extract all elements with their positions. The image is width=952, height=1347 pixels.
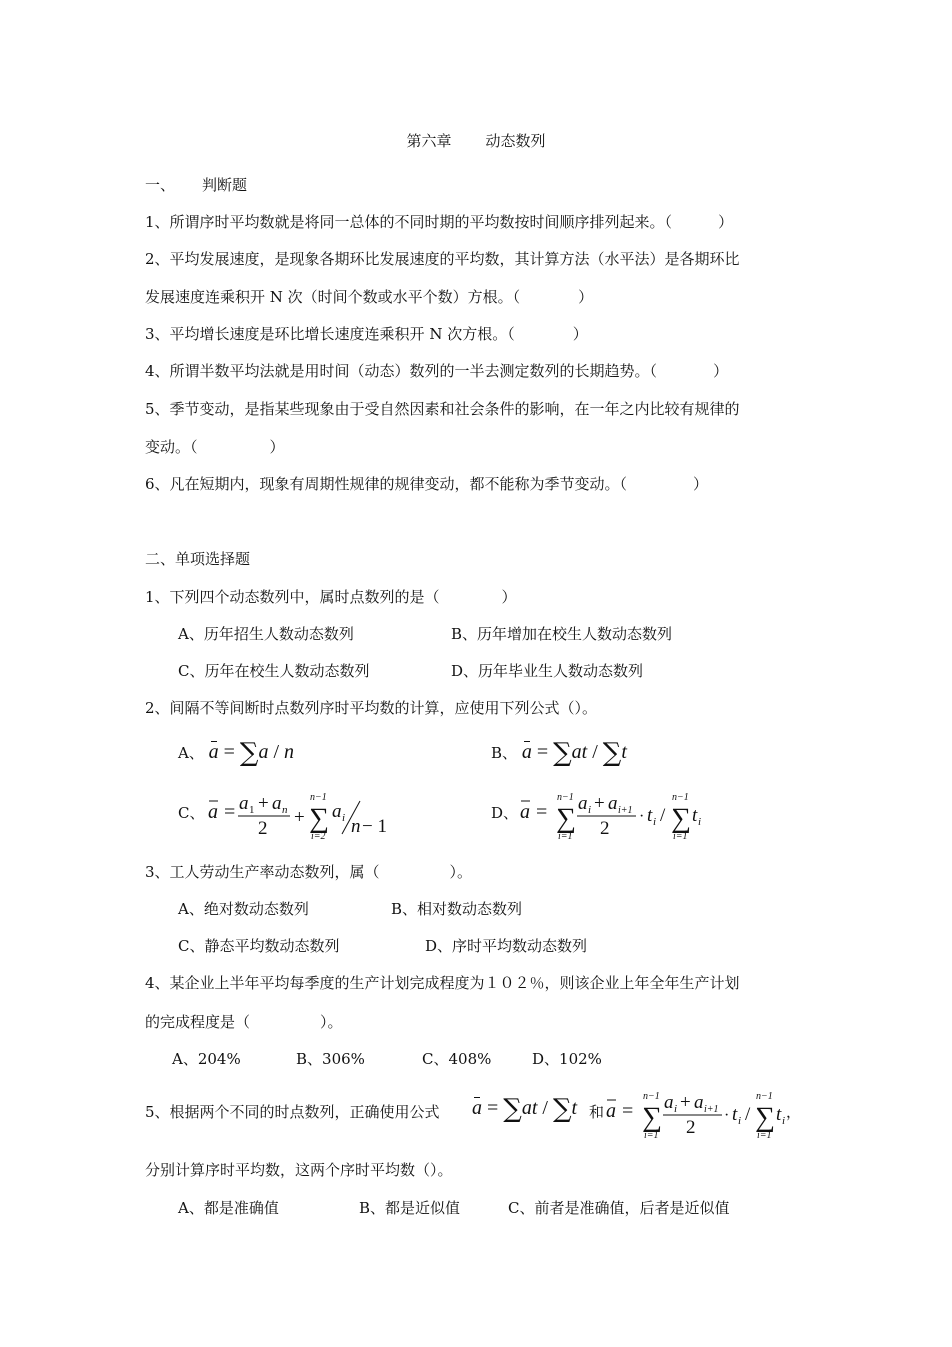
choice-q5-option-a: A、都是准确值 <box>178 1199 279 1217</box>
svg-text:∑: ∑ <box>556 803 576 834</box>
formula-c <box>202 787 392 841</box>
svg-text:i+1: i+1 <box>704 1104 719 1115</box>
choice-q1-option-b: B、历年增加在校生人数动态数列 <box>451 625 673 643</box>
svg-text:t: t <box>692 805 698 826</box>
chapter-number: 第六章 <box>406 132 452 150</box>
svg-text:i=1: i=1 <box>757 1130 772 1141</box>
choice-q3-option-d: D、序时平均数动态数列 <box>425 937 588 955</box>
svg-text:∑: ∑ <box>671 803 691 834</box>
svg-text:+: + <box>258 793 269 814</box>
svg-text:n−1: n−1 <box>310 792 327 803</box>
formula-d <box>514 787 714 841</box>
svg-text:·: · <box>724 1107 730 1124</box>
judgment-q1 <box>145 212 733 232</box>
choice-q4-line1: 4、某企业上半年平均每季度的生产计划完成程度为１０２％，则该企业上年全年生产计划 <box>145 974 740 992</box>
svg-text:− 1: − 1 <box>362 816 387 837</box>
choice-q4-line2 <box>145 1012 343 1032</box>
choice-q5-stem-text: 5、根据两个不同的时点数列，正确使用公式 <box>145 1103 440 1121</box>
choice-q4-option-c: C、408% <box>422 1050 492 1068</box>
option-label: A、 <box>178 744 204 762</box>
choice-q2-option-c <box>178 803 204 823</box>
choice-q3-stem <box>145 862 472 882</box>
svg-text:t: t <box>776 1104 782 1125</box>
choice-q4-option-d: D、102% <box>532 1050 602 1068</box>
svg-text:/: / <box>745 1104 751 1125</box>
choice-q3-option-c: C、静态平均数动态数列 <box>178 937 340 955</box>
svg-text:a: a <box>239 793 249 814</box>
svg-text:+: + <box>680 1092 691 1113</box>
svg-text:a: a <box>608 793 618 814</box>
svg-text:t: t <box>732 1104 738 1125</box>
judgment-q5-line2 <box>145 437 285 457</box>
chapter-name: 动态数列 <box>485 132 546 150</box>
section2-heading: 二、单项选择题 <box>145 550 251 568</box>
judgment-q2-line2 <box>145 287 593 307</box>
svg-text:i: i <box>674 1103 678 1115</box>
judgment-q4-text: 4、所谓半数平均法就是用时间（动态）数列的一半去测定数列的长期趋势。（ <box>145 362 658 380</box>
judgment-q6 <box>145 474 708 494</box>
judgment-q1-text: 1、所谓序时平均数就是将同一总体的不同时期的平均数按时间顺序排列起来。（ <box>145 213 673 231</box>
svg-text:+: + <box>294 807 305 828</box>
svg-text:a: a <box>606 1100 616 1122</box>
choice-q3-option-a: A、绝对数动态数列 <box>178 900 309 918</box>
svg-text:2: 2 <box>686 1117 696 1138</box>
svg-text:2: 2 <box>258 818 268 839</box>
svg-text:a: a <box>208 801 218 823</box>
choice-q1-option-c: C、历年在校生人数动态数列 <box>178 662 370 680</box>
answer-paren: ） <box>718 213 734 231</box>
choice-q3-stem-text: 3、工人劳动生产率动态数列，属（ <box>145 863 380 881</box>
svg-text:i=1: i=1 <box>644 1130 659 1141</box>
choice-q4-option-b: B、306% <box>296 1050 365 1068</box>
answer-paren: ） <box>693 475 709 493</box>
svg-text:i: i <box>588 804 592 816</box>
judgment-q5-text: 变动。（ <box>145 438 198 456</box>
formula-a: a = ∑a / n <box>208 738 295 768</box>
judgment-q4 <box>145 361 728 381</box>
choice-q2-option-a <box>178 738 295 768</box>
formula-b: a = ∑at / ∑t <box>521 738 627 768</box>
svg-text:n−1: n−1 <box>672 792 689 803</box>
svg-text:t: t <box>647 805 653 826</box>
svg-text:n: n <box>282 804 288 816</box>
choice-q3-option-b: B、相对数动态数列 <box>391 900 523 918</box>
answer-paren: ） <box>572 325 588 343</box>
svg-text:1: 1 <box>249 804 255 816</box>
answer-paren: ） <box>501 588 517 606</box>
svg-text:a: a <box>520 801 530 823</box>
svg-text:a: a <box>332 801 342 822</box>
svg-text:n−1: n−1 <box>643 1091 660 1102</box>
svg-text:2: 2 <box>600 818 610 839</box>
section1-heading <box>145 175 247 195</box>
svg-text:+: + <box>594 793 605 814</box>
connector-and: 和 <box>589 1103 605 1121</box>
svg-text:∑: ∑ <box>642 1102 662 1133</box>
answer-paren: ） <box>713 362 729 380</box>
svg-text:i: i <box>782 1115 786 1127</box>
judgment-q2-line1: 2、平均发展速度，是现象各期环比发展速度的平均数，其计算方法（水平法）是各期环比 <box>145 250 740 268</box>
svg-text:a: a <box>578 793 588 814</box>
svg-text:i+1: i+1 <box>618 805 633 816</box>
formula-q5-second <box>604 1088 794 1142</box>
stem-comma: ， <box>786 1103 802 1121</box>
answer-paren: ）。 <box>320 1013 343 1031</box>
choice-q2-stem: 2、间隔不等间断时点数列序时平均数的计算，应使用下列公式（）。 <box>145 699 598 717</box>
judgment-q2-text: 发展速度连乘积开 N 次（时间个数或水平个数）方根。（ <box>145 288 521 306</box>
svg-text:=: = <box>622 1100 634 1122</box>
judgment-q5-line1: 5、季节变动，是指某些现象由于受自然因素和社会条件的影响，在一年之内比较有规律的 <box>145 400 740 418</box>
judgment-q3 <box>145 324 588 344</box>
svg-text:n: n <box>351 816 361 837</box>
svg-text:i: i <box>698 816 702 828</box>
choice-q4-option-a: A、204% <box>172 1050 241 1068</box>
option-label: C、 <box>178 804 205 822</box>
answer-paren: ）。 <box>449 863 473 881</box>
option-label: D、 <box>491 804 519 822</box>
judgment-q3-text: 3、平均增长速度是环比增长速度连乘积开 N 次方根。（ <box>145 325 515 343</box>
svg-text:·: · <box>639 808 645 825</box>
svg-text:i=1: i=1 <box>558 831 573 841</box>
choice-q1-option-d: D、历年毕业生人数动态数列 <box>451 662 644 680</box>
svg-text:i: i <box>738 1115 742 1127</box>
answer-paren: ） <box>578 288 594 306</box>
svg-text:=: = <box>224 801 236 823</box>
option-label: B、 <box>491 744 518 762</box>
choice-q4-line2-text: 的完成程度是（ <box>145 1013 251 1031</box>
svg-text:n−1: n−1 <box>756 1091 773 1102</box>
choice-q1-option-a: A、历年招生人数动态数列 <box>178 625 354 643</box>
svg-text:i: i <box>653 816 657 828</box>
judgment-q6-text: 6、凡在短期内，现象有周期性规律的规律变动，都不能称为季节变动。（ <box>145 475 628 493</box>
svg-text:∑: ∑ <box>755 1102 775 1133</box>
answer-paren: ） <box>269 438 285 456</box>
choice-q5-option-c: C、前者是准确值，后者是近似值 <box>508 1199 730 1217</box>
svg-text:i=2: i=2 <box>311 831 326 841</box>
section1-heading-number: 一、 <box>145 176 176 194</box>
choice-q1-stem-text: 1、下列四个动态数列中，属时点数列的是（ <box>145 588 440 606</box>
svg-text:i: i <box>342 812 346 824</box>
choice-q2-option-b <box>491 738 627 768</box>
chapter-title <box>0 131 952 151</box>
formula-q5-first: a = ∑at / ∑t <box>472 1094 578 1124</box>
choice-q1-stem <box>145 587 517 607</box>
choice-q5-option-b: B、都是近似值 <box>359 1199 461 1217</box>
choice-q5-line2: 分别计算序时平均数，这两个序时平均数（）。 <box>145 1161 453 1179</box>
svg-text:a: a <box>664 1092 674 1113</box>
svg-text:=: = <box>536 801 548 823</box>
svg-text:∑: ∑ <box>309 803 329 834</box>
svg-text:i=1: i=1 <box>673 831 688 841</box>
svg-text:a: a <box>272 793 282 814</box>
svg-text:n−1: n−1 <box>557 792 574 803</box>
svg-text:a: a <box>694 1092 704 1113</box>
section1-heading-text: 判断题 <box>202 176 248 194</box>
svg-text:/: / <box>660 805 666 826</box>
